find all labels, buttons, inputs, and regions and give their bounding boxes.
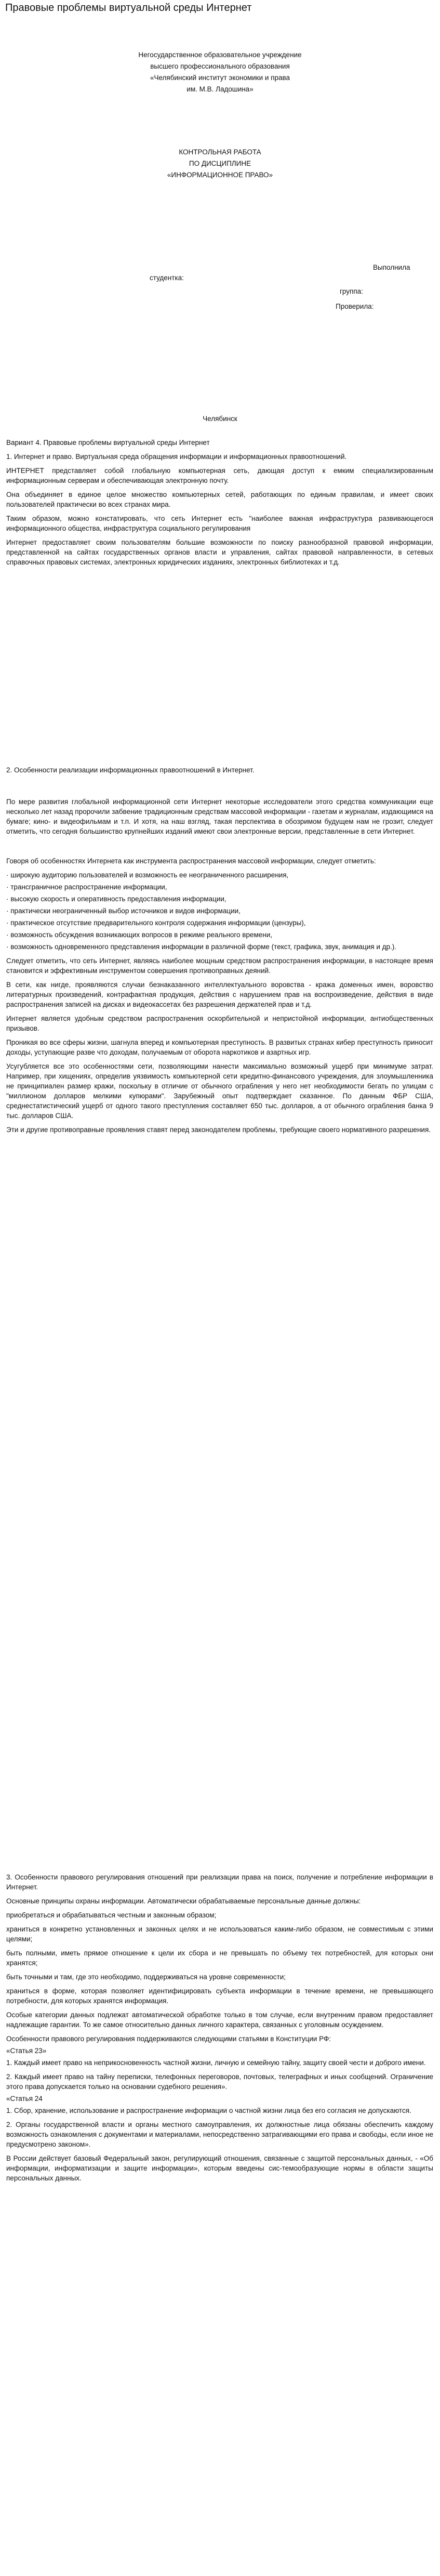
list-item: · трансграничное распространение информации, — [6, 883, 167, 891]
paragraph: Интернет является удобным средством распространения оскорбительной и непристойной информации, антиобщественных призывов. — [6, 1015, 433, 1032]
institution-line-3: «Челябинский институт экономики и права — [150, 74, 290, 82]
list-item: · возможность одновременного представления информации в различной форме (текст, графика, звук, анимация и др.). — [6, 943, 397, 951]
paragraph: 2. Каждый имеет право на тайну переписки, телефонных переговоров, почтовых, телеграфных и иных сообщений. Ограничение этого права допускается только на основании судебного решения». — [6, 2073, 433, 2091]
section-1 — [6, 438, 433, 571]
institution-line-1: Негосударственное образовательное учреждение — [138, 51, 302, 59]
list-item: быть точными и там, где это необходимо, поддерживаться на уровне современности; — [6, 1973, 286, 1981]
list-item: храниться в форме, которая позволяет идентифицировать субъекта информации в течение времени, не превышающего потребности, для которых хранятся информация. — [6, 1987, 433, 2005]
article-heading: «Статья 24 — [6, 2095, 43, 2102]
paragraph: Говоря об особенностях Интернета как инструмента распространения массовой информации, следует отметить: — [6, 857, 376, 865]
section-2 — [6, 765, 433, 1139]
paragraph: Основные принципы охраны информации. Автоматически обрабатываемые персональные данные должны: — [6, 1897, 361, 1905]
paragraph: Интернет предоставляет своим пользователям большие возможности по поиску разнообразной правовой информации, представленной на сайтах государственных органов власти и управления, сайтах правовой направленности, в сетевых справочных правовых системах, электронных юридических изданиях, электронных библиотеках и т.д. — [6, 538, 433, 566]
student-label: студентка: — [150, 274, 184, 282]
paragraph: В сети, как нигде, проявляются случаи безнаказанного интеллектуального воровства - кража доменных имен, воровство литературных произведений, контрафактная продукция, действия с нарушением прав на воспроизведение, действия в виде распространения записей на дисках и видеокассетах без разрешения держателей прав и т.д. — [6, 981, 433, 1008]
paragraph: Усугубляется все это особенностями сети, позволяющими нанести максимально возможный ущерб при минимуме затрат. Например, при хищениях, определив уязвимость компьютерной сети кредитно-финансового учреждения, для злоумышленника не принципиален размер кражи, поскольку в отличие от обычного ограбления у него нет необходимости бегать по улицам с "миллионом долларов мелкими купюрами". Зарубежный опыт подтверждает сказанное. По данным ФБР США, среднестатистический ущерб от одного такого преступления составляет 650 тыс. долларов, а от обычного ограбления банка 9 тыс. долларов США. — [6, 1062, 433, 1120]
paragraph: Особые категории данных подлежат автоматической обработке только в том случае, если внутренним правом предоставляет надлежащие гарантии. То же самое относительно данных личного характера, связанных с уголовным осуждением. — [6, 2011, 433, 2029]
variant-heading: Вариант 4. Правовые проблемы виртуальной среды Интернет — [6, 439, 210, 446]
paragraph: Особенности правового регулирования поддерживаются следующими статьями в Конституции РФ: — [6, 2035, 331, 2043]
work-discipline: «ИНФОРМАЦИОННОЕ ПРАВО» — [167, 171, 273, 179]
section-2-heading: 2. Особенности реализации информационных правоотношений в Интернет. — [6, 766, 255, 774]
work-discipline-label: ПО ДИСЦИПЛИНЕ — [189, 160, 251, 167]
list-item: · высокую скорость и оперативность предоставления информации, — [6, 895, 226, 903]
section-1-heading: 1. Интернет и право. Виртуальная среда обращения информации и информационных правоотношений. — [6, 453, 347, 461]
paragraph: 2. Органы государственной власти и органы местного самоуправления, их должностные лица обязаны обеспечить каждому возможность ознакомления с документами и материалами, непосредственно затрагивающими его права и свободы, если иное не предусмотрено законом». — [6, 2121, 433, 2148]
page-title: Правовые проблемы виртуальной среды Интернет — [5, 2, 252, 14]
checked-label: Проверила: — [336, 303, 374, 310]
institution-line-2: высшего профессионального образования — [150, 62, 290, 70]
section-3-heading: 3. Особенности правового регулирования отношений при реализации права на поиск, получение и потребление информации в Интернет. — [6, 1873, 433, 1891]
list-item: быть полными, иметь прямое отношение к цели их сбора и не превышать по объему тех потребностей, для которых они хранятся; — [6, 1949, 433, 1967]
institution-line-4: им. М.В. Ладошина» — [186, 85, 254, 93]
paragraph: Эти и другие противоправные проявления ставят перед законодателем проблемы, требующие своего нормативного разрешения. — [6, 1126, 431, 1134]
paragraph: ИНТЕРНЕТ представляет собой глобальную компьютерная сеть, дающая доступ к емким специализированным информационным серверам и обеспечивающая электронную почту. — [6, 467, 433, 484]
paragraph: По мере развития глобальной информационной сети Интернет некоторые исследователи этого средства коммуникации еще несколько лет назад пророчили забвение традиционным средствам массовой информации - газетам и журналам, издающимся на бумаге; кино- и видеофильмам и т.п. И хотя, на наш взгляд, такая перспектива в обозримом будущем нам не грозит, следует отметить, что сегодня большинство крупнейших изданий имеют свои электронные версии, представленные в сети Интернет. — [6, 798, 433, 835]
list-item: · широкую аудиторию пользователей и возможность ее неограниченного расширения, — [6, 871, 289, 879]
paragraph: Она объединяет в единое целое множество компьютерных сетей, работающих по единым правилам, и имеет своих пользователей практически во всех странах мира. — [6, 491, 433, 508]
performed-label: Выполнила — [373, 264, 410, 271]
paragraph: Проникая во все сферы жизни, шагнула вперед и компьютерная преступность. В развитых странах кибер преступность приносит доходы, уступающие разве что доходам, получаемым от оборота наркотиков и азартных игр. — [6, 1039, 433, 1056]
paragraph: Таким образом, можно констатировать, что сеть Интернет есть "наиболее важная инфраструктура развивающегося информационного общества, инфраструктура социального регулирования — [6, 515, 433, 532]
paragraph: 1. Каждый имеет право на неприкосновенность частной жизни, личную и семейную тайну, защиту своей чести и доброго имени. — [6, 2059, 426, 2067]
list-item: приобретаться и обрабатываться честным и законным образом; — [6, 1911, 217, 1919]
section-3 — [6, 1872, 433, 2187]
paragraph: Следует отметить, что сеть Интернет, являясь наиболее мощным средством распространения информации, в настоящее время становится и эффективным инструментом совершения противоправных деяний. — [6, 957, 433, 975]
list-item: · возможность обсуждения возникающих вопросов в режиме реального времени, — [6, 931, 273, 939]
paragraph: В России действует базовый Федеральный закон, регулирующий отношения, связанные с защитой персональных данных, - «Об информации, информатизации и защите информации», которым введены сис-темообразующие нормы в области защиты персональных данных. — [6, 2154, 433, 2182]
group-label: группа: — [340, 287, 363, 295]
city: Челябинск — [203, 415, 237, 423]
article-heading: «Статья 23» — [6, 2047, 47, 2055]
list-item: · практически неограниченный выбор источников и видов информации, — [6, 907, 241, 915]
list-item: храниться в конкретно установленных и законных целях и не использоваться каким-либо образом, не совместимым с этими целями; — [6, 1925, 433, 1943]
work-type: КОНТРОЛЬНАЯ РАБОТА — [179, 148, 261, 156]
paragraph: 1. Сбор, хранение, использование и распространение информации о частной жизни лица без его согласия не допускаются. — [6, 2107, 411, 2114]
list-item: · практическое отсутствие предварительного контроля содержания информации (цензуры), — [6, 919, 306, 927]
